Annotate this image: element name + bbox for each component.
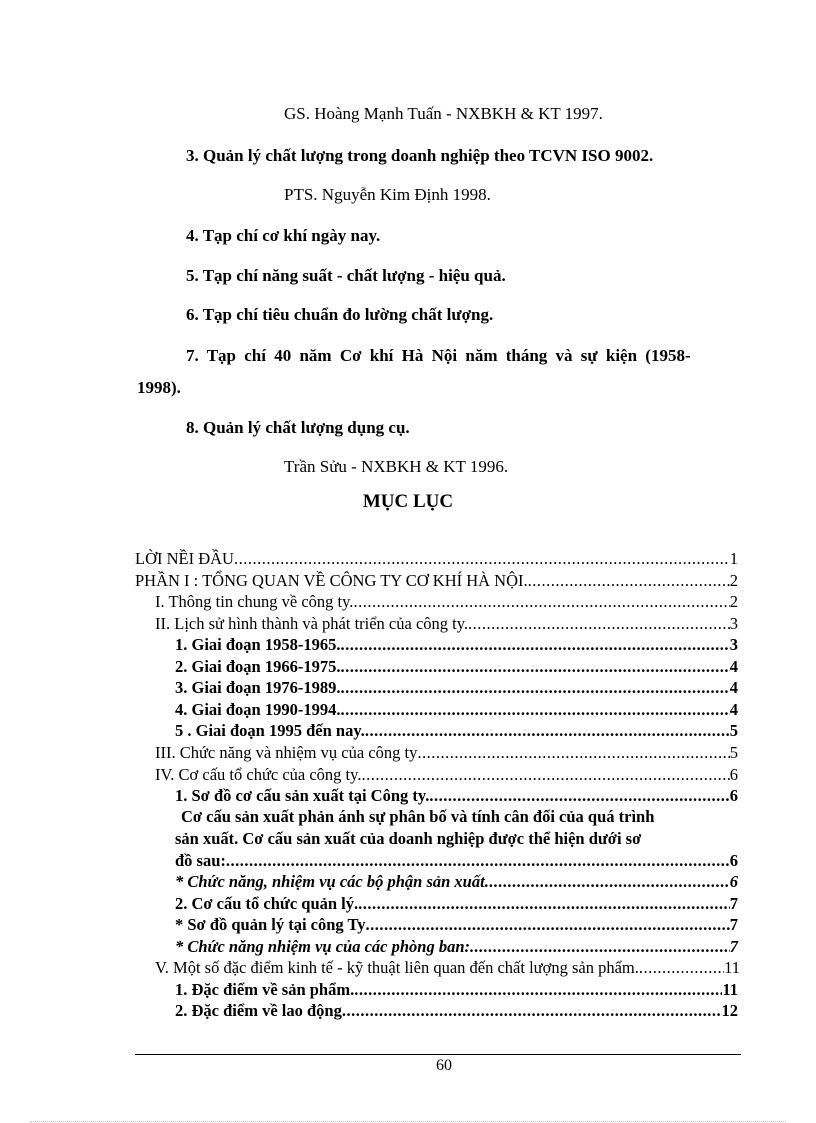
toc-entry-page: 4 [729,700,738,719]
reference-item-6: 6. Tạp chí tiêu chuẩn đo lường chất lượng. [186,305,494,324]
toc-entry-text: * Chức năng, nhiệm vụ các bộ phận sản xuất [175,872,485,891]
toc-entry-text: 3. Giai đoạn 1976-1989. [175,678,341,697]
reference-author-line: Trần Sửu - NXBKH & KT 1996. [284,457,509,476]
toc-entry [155,591,738,612]
toc-entry-page: 11 [724,958,740,977]
toc-entry-page: 3 [729,614,738,633]
toc-leader [354,979,722,1000]
footer-divider [135,1054,741,1055]
toc-leader [365,720,730,741]
toc-entry [155,957,740,978]
toc-leader [340,656,729,677]
toc-leader [358,893,730,914]
toc-entry-text: LỜI NỀI ĐẦU [135,549,234,568]
toc-leader [340,699,729,720]
toc-entry [175,914,738,935]
toc-entry [175,979,738,1000]
toc-entry-page: 6 [729,851,738,870]
toc-leader [342,1000,722,1021]
toc-leader [234,548,730,569]
toc-entry [155,742,738,763]
toc-leader [639,957,724,978]
reference-author-line: PTS. Nguyễn Kim Định 1998. [284,185,491,204]
toc-leader [226,850,730,871]
toc-entry [175,785,738,806]
toc-entry [175,850,738,871]
toc-leader [353,591,729,612]
toc-entry-page: 7 [729,937,738,956]
toc-paragraph-line: Cơ cấu sản xuất phản ánh sự phân bố và tính cân đối của quá trình [181,807,655,826]
toc-entry [175,634,738,655]
toc-leader [485,871,730,892]
reference-author-line: GS. Hoàng Mạnh Tuấn - NXBKH & KT 1997. [284,104,603,123]
toc-entry-text: V. Một số đặc điểm kinh tế - kỹ thuật liên quan đến chất lượng sản phẩm. [155,958,639,977]
toc-entry-page: 3 [729,635,738,654]
toc-entry [175,656,738,677]
toc-entry-page: 2 [729,571,738,590]
toc-entry-page: 7 [729,894,738,913]
reference-item-5: 5. Tạp chí năng suất - chất lượng - hiệu quả. [186,266,506,285]
toc-leader [468,613,730,634]
toc-leader [361,764,729,785]
toc-entry [155,613,738,634]
toc-entry-text: 2. Đặc điểm về lao động [175,1001,342,1020]
toc-entry [175,720,738,741]
toc-entry-page: 4 [729,657,738,676]
toc-leader [340,677,729,698]
toc-entry-page: 6 [729,765,738,784]
toc-entry [175,1000,738,1021]
toc-paragraph-line: sản xuất. Cơ cấu sản xuất của doanh nghiệp được thể hiện dưới sơ [175,829,642,848]
toc-entry [135,570,738,591]
toc-entry-page: 6 [729,786,738,805]
toc-entry-text: 2. Giai đoạn 1966-1975. [175,657,341,676]
toc-entry-page: 6 [729,872,738,891]
toc-entry-text: III. Chức năng và nhiệm vụ của công ty [155,743,418,762]
toc-entry [175,699,738,720]
reference-item-8: 8. Quản lý chất lượng dụng cụ. [186,418,410,437]
page-number: 60 [436,1057,452,1074]
toc-leader [429,785,729,806]
toc-leader [340,634,729,655]
toc-leader [528,570,730,591]
toc-entry-text: II. Lịch sử hình thành và phát triển của công ty. [155,614,469,633]
toc-entry-text: 5 . Giai đoạn 1995 đến nay. [175,721,365,740]
toc-entry-page: 5 [729,743,738,762]
toc-entry [135,548,738,569]
toc-entry-page: 4 [729,678,738,697]
toc-leader [366,914,730,935]
toc-entry [175,677,738,698]
toc-leader [470,936,730,957]
toc-entry [155,764,738,785]
toc-entry [175,871,738,892]
toc-entry-text: 1. Sơ đồ cơ cấu sản xuất tại Công ty. [175,786,430,805]
toc-entry-page: 12 [721,1001,738,1020]
reference-item-3: 3. Quản lý chất lượng trong doanh nghiệp theo TCVN ISO 9002. [186,146,654,165]
toc-entry-text: * Sơ đồ quản lý tại công Ty [175,915,366,934]
toc-entry-text: 2. Cơ cấu tổ chức quản lý. [175,894,359,913]
toc-entry-page: 7 [729,915,738,934]
page-bottom-border [30,1121,786,1122]
reference-item-7: 7. Tạp chí 40 năm Cơ khí Hà Nội năm tháng và sự kiện (1958- [186,346,691,365]
toc-entry-text: đồ sau: [175,851,226,870]
reference-item-4: 4. Tạp chí cơ khí ngày nay. [186,226,381,245]
toc-title: MỤC LỤC [362,491,454,512]
toc-entry-text: PHẦN I : TỔNG QUAN VỀ CÔNG TY CƠ KHÍ HÀ NỘI. [135,571,528,590]
toc-entry-text: IV. Cơ cấu tổ chức của công ty. [155,765,362,784]
toc-entry-page: 5 [729,721,738,740]
reference-item-7-cont: 1998). [137,378,181,397]
toc-entry-text: I. Thông tin chung về công ty. [155,592,354,611]
toc-entry-page: 2 [729,592,738,611]
toc-entry-page: 11 [722,980,738,999]
toc-entry-text: 1. Giai đoạn 1958-1965. [175,635,341,654]
toc-entry-text: 4. Giai đoạn 1990-1994. [175,700,341,719]
toc-entry-text: * Chức năng nhiệm vụ của các phòng ban: [175,937,471,956]
toc-entry-text: 1. Đặc điểm về sản phẩm. [175,980,355,999]
toc-entry-page: 1 [729,549,738,568]
toc-entry [175,893,738,914]
toc-entry [175,936,738,957]
toc-leader [417,742,729,763]
